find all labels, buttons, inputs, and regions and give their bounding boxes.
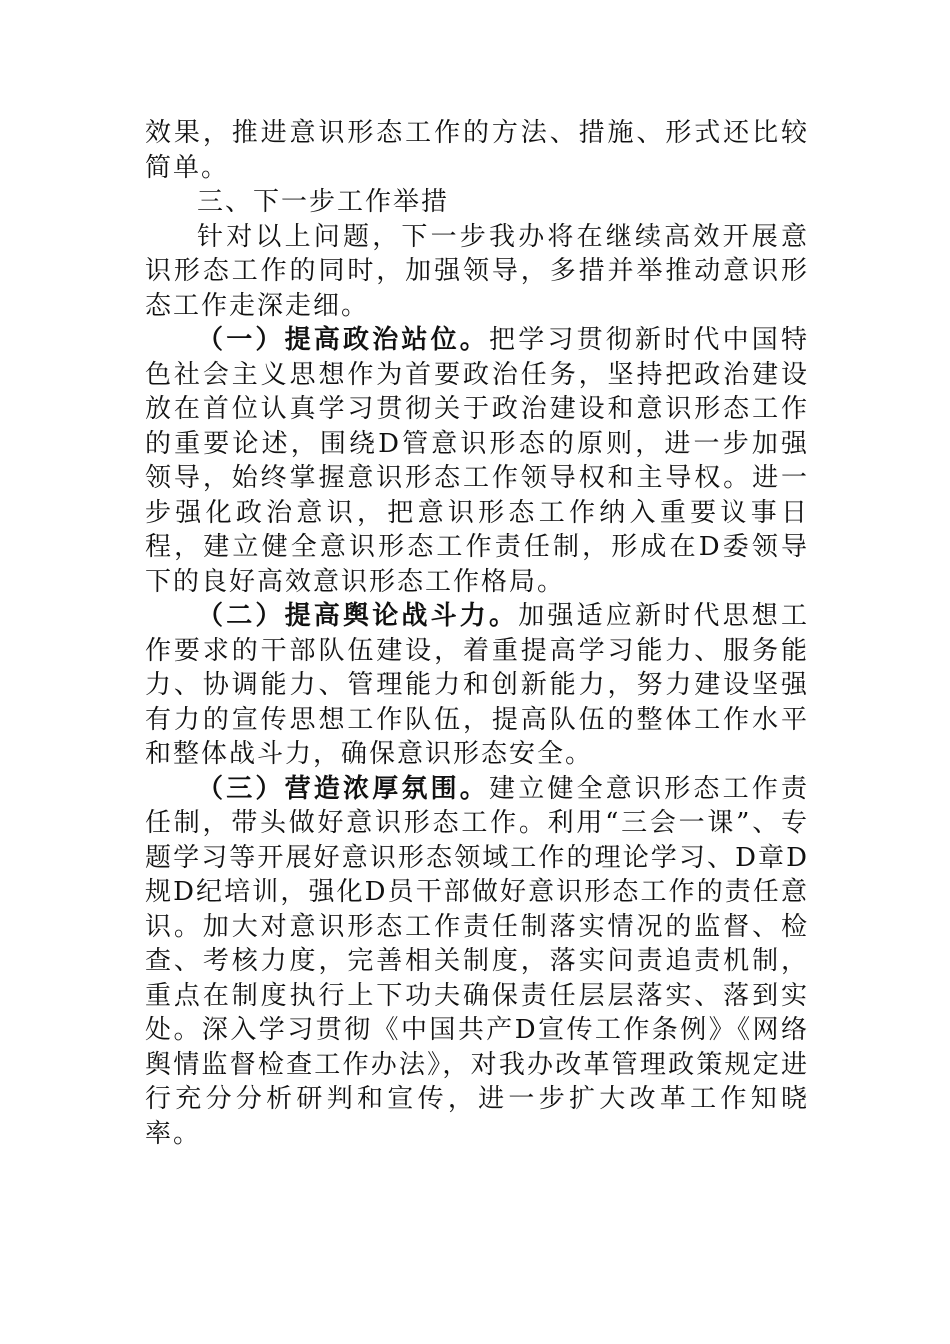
- paragraph-lead: （二）提高舆论战斗力。: [197, 601, 519, 631]
- paragraph-text: 把学习贯彻新时代中国特色社会主义思想作为首要政治任务，坚持把政治建设放在首位认真学习贯彻关于政治建设和意识形态工作的重要论述，围绕D管意识形态的原则，进一步加强领导，始终掌握意识形态工作领导权和主导权。进一步强化政治意识，把意识形态工作纳入重要议事日程，建立健全意识形态工作责任制，形成在D委领导下的良好高效意识形态工作格局。: [145, 325, 809, 597]
- paragraph-text: 建立健全意识形态工作责任制，带头做好意识形态工作。利用“三会一课”、专题学习等开展好意识形态领域工作的理论学习、D章D规D纪培训，强化D员干部做好意识形态工作的责任意识。加大对意识形态工作责任制落实情况的监督、检查、考核力度，完善相关制度，落实问责追责机制，重点在制度执行上下功夫确保责任层层落实、落到实处。深入学习贯彻《中国共产D宣传工作条例》《网络舆情监督检查工作办法》，对我办改革管理政策规定进行充分分析研判和宣传，进一步扩大改革工作知晓率。: [145, 773, 809, 1149]
- paragraph-lead: （一）提高政治站位。: [197, 325, 489, 355]
- document-body: [145, 116, 809, 1151]
- paragraph-text: 效果，推进意识形态工作的方法、措施、形式还比较简单。: [145, 118, 809, 183]
- paragraph-lead: （三）营造浓厚氛围。: [197, 773, 489, 804]
- paragraph-item-2: [145, 599, 809, 772]
- section-heading: [145, 185, 809, 220]
- paragraph-item-3: [145, 772, 809, 1152]
- paragraph-text: 针对以上问题，下一步我办将在继续高效开展意识形态工作的同时，加强领导，多措并举推动意识形态工作走深走细。: [145, 221, 809, 321]
- paragraph-item-1: [145, 323, 809, 599]
- section-heading-text: 三、下一步工作举措: [197, 187, 450, 217]
- paragraph-intro: [145, 220, 809, 324]
- paragraph-text: 加强适应新时代思想工作要求的干部队伍建设，着重提高学习能力、服务能力、协调能力、管理能力和创新能力，努力建设坚强有力的宣传思想工作队伍，提高队伍的整体工作水平和整体战斗力，确保意识形态安全。: [145, 601, 809, 769]
- paragraph-continuation: [145, 116, 809, 185]
